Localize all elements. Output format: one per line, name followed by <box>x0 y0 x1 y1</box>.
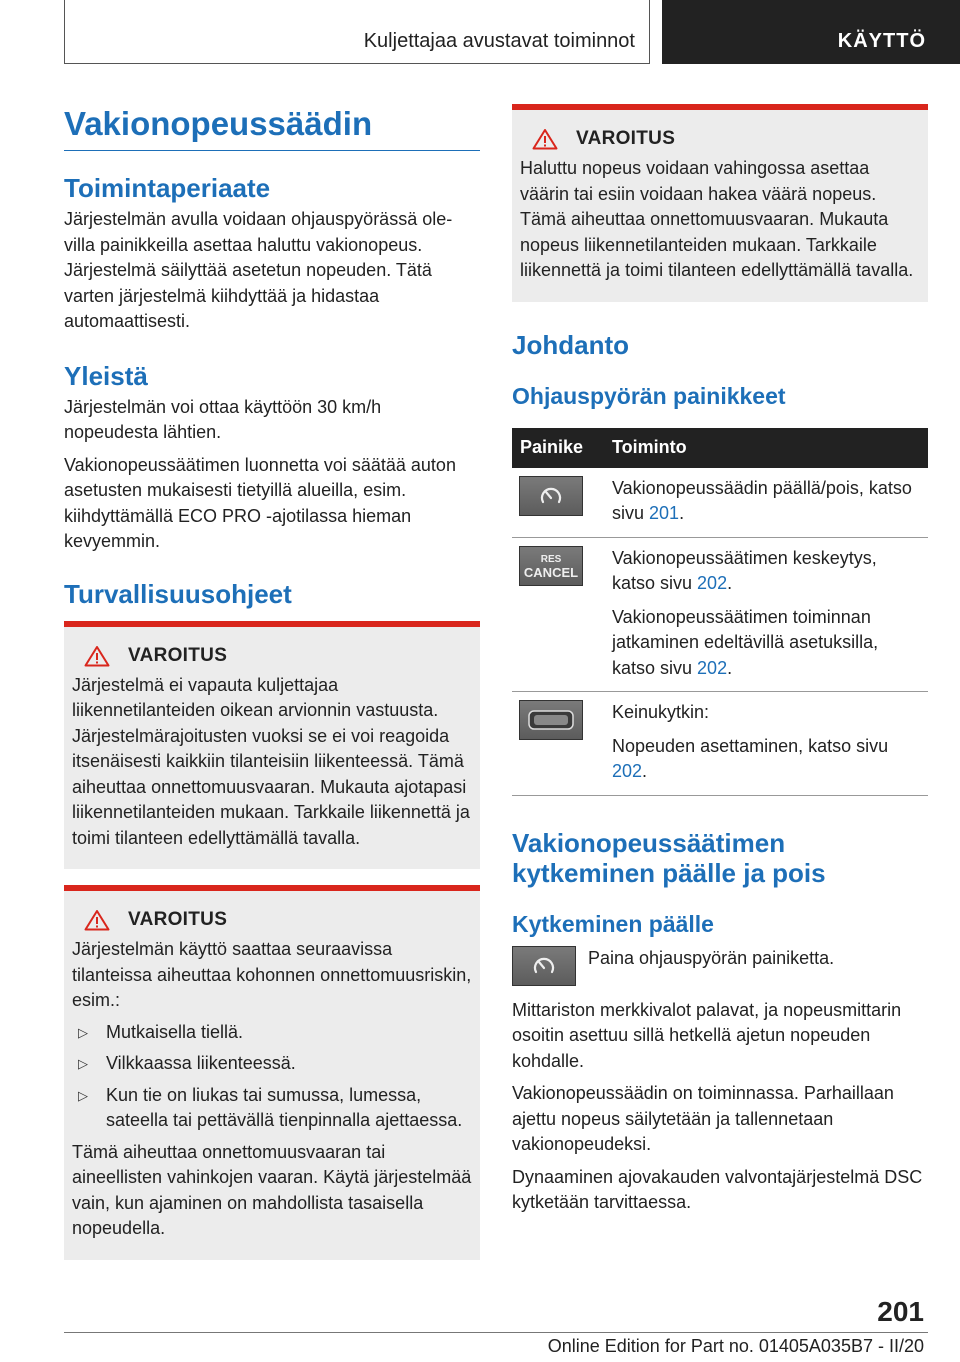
rocker-switch-icon <box>526 706 576 734</box>
cruise-control-button-image <box>512 946 576 986</box>
table-header-row <box>512 428 928 468</box>
page-link-202[interactable]: 202 <box>612 761 643 781</box>
footer-divider <box>64 1332 928 1333</box>
principle-heading: Toimintaperiaate <box>64 173 271 203</box>
buttons-heading: Ohjauspyörän painikkeet <box>512 382 786 409</box>
list-item: ▷ Kun tie on liukas tai sumussa, lumessa, sateella tai pettävällä tienpinnalla ajettaessa. <box>72 1083 472 1134</box>
switch-on-text-2: Vakionopeussäädin on toiminnassa. Parhaillaan ajettu nopeus säilytetään ja tallennetaan vakionopeudeksi. <box>512 1083 894 1154</box>
table-row <box>512 692 928 796</box>
res-cancel-button-image: RES CANCEL <box>519 546 583 586</box>
general-text-1: Järjestelmän voi ottaa käyttöön 30 km/h nopeudesta lähtien. <box>64 396 382 442</box>
warning-text-1: Järjestelmä ei vapauta kuljettajaa liikennetilanteiden oikean arvionnin vastuusta. Järjestelmärajoitusten vuoksi se ei voi reagoida itsenäisesti kaikkiin tilanteisiin liikenteessä. Tämä aiheuttaa onnettomuusvaaran. Mukauta ajotapasi liikennetilanteiden mukaan. Tarkkaile liikennettä ja toimi tilanteen edellyttämällä tavalla. <box>72 674 470 848</box>
list-item: ▷ Vilkkaassa liikenteessä. <box>72 1051 472 1077</box>
header-section-box <box>64 0 650 64</box>
warning-title-text-1: VAROITUS <box>128 644 228 666</box>
warning-intro-2: Järjestelmän käyttö saattaa seuraavissa tilanteissa aiheuttaa kohonnen onnettomuusriskin, esim.: <box>72 939 472 1010</box>
row2-text-2: Vakionopeussäätimen toiminnan jatkaminen edeltävillä asetuksilla, katso sivu 202. <box>612 606 879 678</box>
row1-text: Vakionopeussäädin päällä/pois, katso sivu 201. <box>612 477 912 523</box>
row3-text-2: Nopeuden asettaminen, katso sivu 202. <box>612 735 889 781</box>
speedometer-icon <box>532 956 556 976</box>
warning-title-1 <box>72 641 472 671</box>
warning-title-3 <box>520 124 920 154</box>
left-column <box>64 104 480 1260</box>
intro-heading: Johdanto <box>512 329 629 360</box>
buttons-table <box>512 428 928 796</box>
rocker-switch-image <box>519 700 583 740</box>
warning-text-3: Haluttu nopeus voidaan vahingossa asettaa väärin tai esiin voidaan hakea väärä nopeus. Tämä aiheuttaa onnettomuusvaaran. Mukauta nopeus liikennetilanteiden mukaan. Tarkkaile liikennettä ja toimi tilanteen edellyttämällä tavalla. <box>520 158 914 280</box>
table-row <box>512 537 928 692</box>
warning-triangle-icon <box>532 128 558 150</box>
warning-triangle-icon <box>84 645 110 667</box>
warning-box-1 <box>64 621 480 870</box>
row3-text-1: Keinukytkin: <box>612 702 710 722</box>
switch-on-text-1: Mittariston merkkivalot palavat, ja nopeusmittarin osoitin asettuu sillä hetkellä ajetun nopeuden kohdalle. <box>512 999 902 1071</box>
warning-box-3 <box>512 104 928 302</box>
warning-title-text-2: VAROITUS <box>128 909 228 930</box>
page-title: Vakionopeussäädin <box>64 104 480 151</box>
warning-box-2 <box>64 885 480 1260</box>
col-header-function: Toiminto <box>604 428 928 468</box>
header-section-title: Kuljettajaa avustavat toiminnot <box>363 30 635 52</box>
switch-on-button-text: Paina ohjauspyörän painiketta. <box>588 947 835 968</box>
page-link-202[interactable]: 202 <box>697 573 728 593</box>
speedometer-icon <box>539 486 563 506</box>
warning-list <box>72 1020 472 1134</box>
col-header-button: Painike <box>512 428 604 468</box>
general-text-2: Vakionopeussäätimen luonnetta voi säätää auton asetusten mukaisesti tietyillä alueilla, esim. kiihdyttämällä ECO PRO -ajotilassa hieman kevyemmin. <box>64 454 456 551</box>
general-heading: Yleistä <box>64 360 148 391</box>
safety-heading: Turvallisuusohjeet <box>64 578 292 609</box>
cruise-control-button-image <box>519 476 583 516</box>
warning-title-2 <box>72 905 472 935</box>
principle-text: Järjestelmän avulla voidaan ohjauspyörässä ole-villa painikkeilla asettaa haluttu vakionopeus. Järjestelmä säilyttää asetetun nopeuden. Tätä varten järjestelmä kiihdyttää ja hidastaa automaattisesti. <box>64 209 453 331</box>
page-number: 201 <box>877 1296 924 1327</box>
switch-on-text-3: Dynaaminen ajovakauden valvontajärjestelmä DSC kytketään tarvittaessa. <box>512 1166 923 1212</box>
list-item: ▷ Mutkaisella tiellä. <box>72 1020 472 1046</box>
warning-title-text-3: VAROITUS <box>576 128 676 149</box>
table-row <box>512 468 928 538</box>
page-link-201[interactable]: 201 <box>649 503 680 523</box>
warning-triangle-icon <box>84 909 110 931</box>
switch-on-heading: Kytkeminen päälle <box>512 910 714 937</box>
switch-on-step <box>512 946 928 986</box>
page-link-202[interactable]: 202 <box>697 657 728 678</box>
right-column <box>512 104 928 1216</box>
warning-outro-2: Tämä aiheuttaa onnettomuusvaaran tai aineellisten vahinkojen vaaran. Käytä järjestelmää vain, kun ajaminen on mahdollista tasaisella nopeudella. <box>72 1141 472 1238</box>
header-chapter-title: KÄYTTÖ <box>837 30 926 52</box>
header-chapter-box <box>662 0 960 64</box>
switch-heading: Vakionopeussäätimen kytkeminen päälle ja pois <box>512 827 826 888</box>
row2-text-1: Vakionopeussäätimen keskeytys, katso sivu 202. <box>612 547 877 593</box>
footer-edition: Online Edition for Part no. 01405A035B7 - II/20 <box>547 1336 924 1356</box>
